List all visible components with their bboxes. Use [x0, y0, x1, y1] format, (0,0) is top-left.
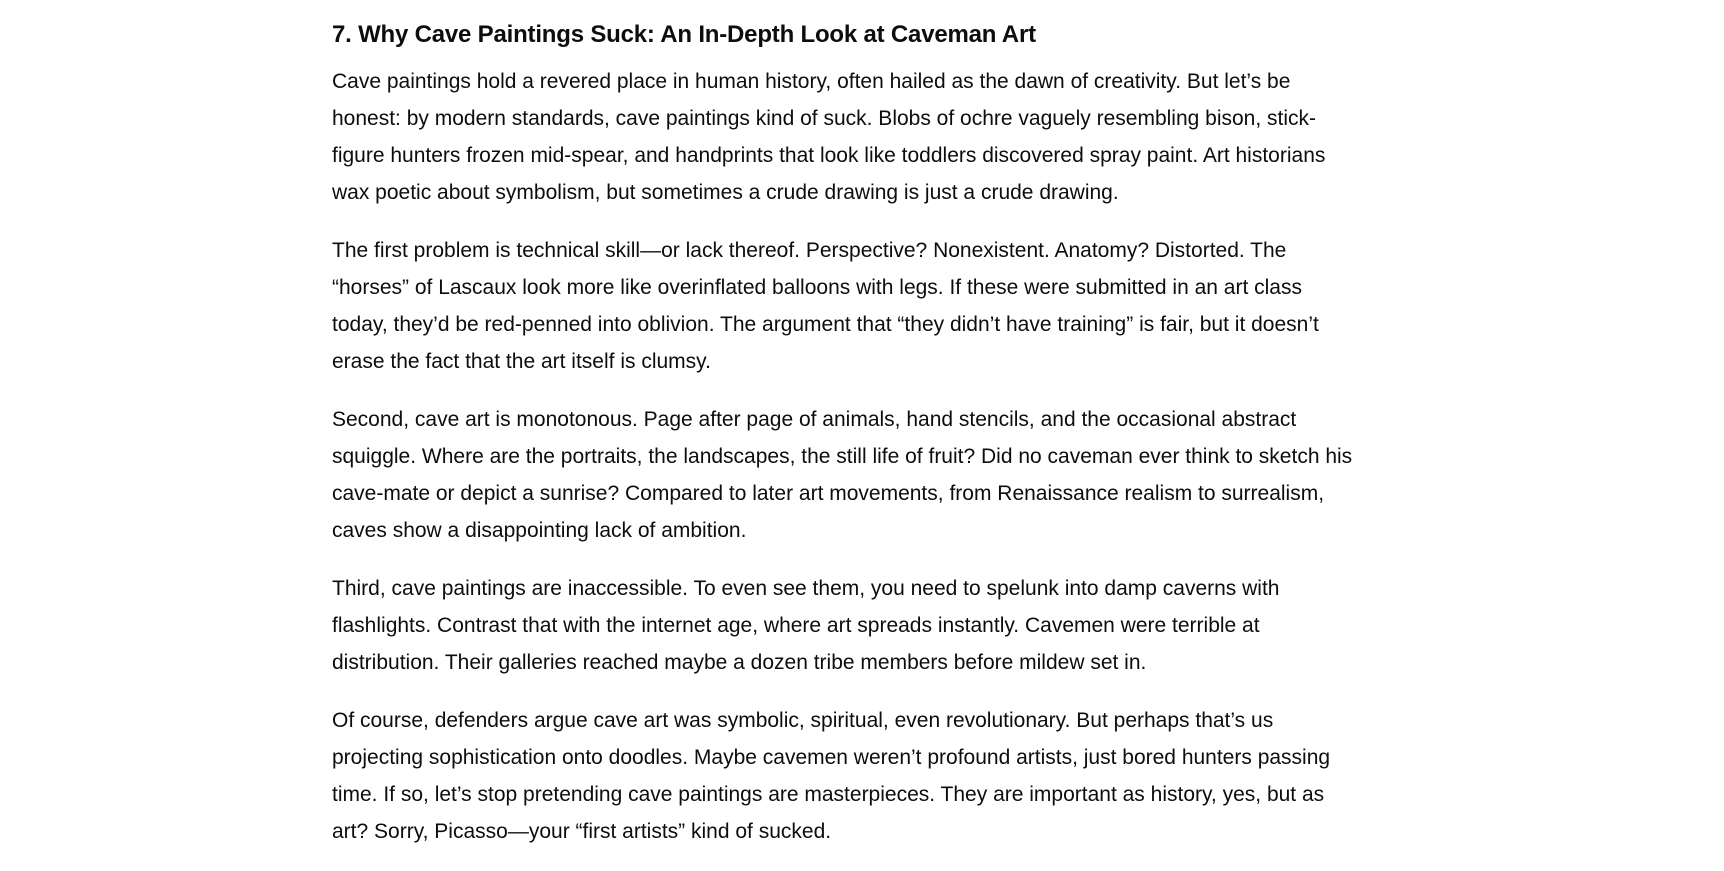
article-heading: 7. Why Cave Paintings Suck: An In-Depth Look at Caveman Art [332, 21, 1036, 48]
article-paragraph-2: The first problem is technical skill—or lack thereof. Perspective? Nonexistent. Anatomy? Distorted. The “horses” of Lascaux look more like overinflated balloons with legs. If these were submitted in an art class today, they’d be red-penned into oblivion. The argument that “they didn’t have training” is fair, but it doesn’t erase the fact that the art itself is clumsy. [332, 239, 1319, 373]
article-paragraph-1: Cave paintings hold a revered place in human history, often hailed as the dawn of creativity. But let’s be honest: by modern standards, cave paintings kind of suck. Blobs of ochre vaguely resembling bison, stick-figure hunters frozen mid-spear, and handprints that look like toddlers discovered spray paint. Art historians wax poetic about symbolism, but sometimes a crude drawing is just a crude drawing. [332, 70, 1326, 204]
article [332, 14, 1362, 871]
article-paragraph-5: Of course, defenders argue cave art was symbolic, spiritual, even revolutionary. But perhaps that’s us projecting sophistication onto doodles. Maybe cavemen weren’t profound artists, just bored hunters passing time. If so, let’s stop pretending cave paintings are masterpieces. They are important as history, yes, but as art? Sorry, Picasso—your “first artists” kind of sucked. [332, 709, 1331, 843]
article-paragraph-4: Third, cave paintings are inaccessible. To even see them, you need to spelunk into damp caverns with flashlights. Contrast that with the internet age, where art spreads instantly. Cavemen were terrible at distribution. Their galleries reached maybe a dozen tribe members before mildew set in. [332, 577, 1280, 674]
article-paragraph-3: Second, cave art is monotonous. Page after page of animals, hand stencils, and the occasional abstract squiggle. Where are the portraits, the landscapes, the still life of fruit? Did no caveman ever think to sketch his cave-mate or depict a sunrise? Compared to later art movements, from Renaissance realism to surrealism, caves show a disappointing lack of ambition. [332, 408, 1353, 542]
